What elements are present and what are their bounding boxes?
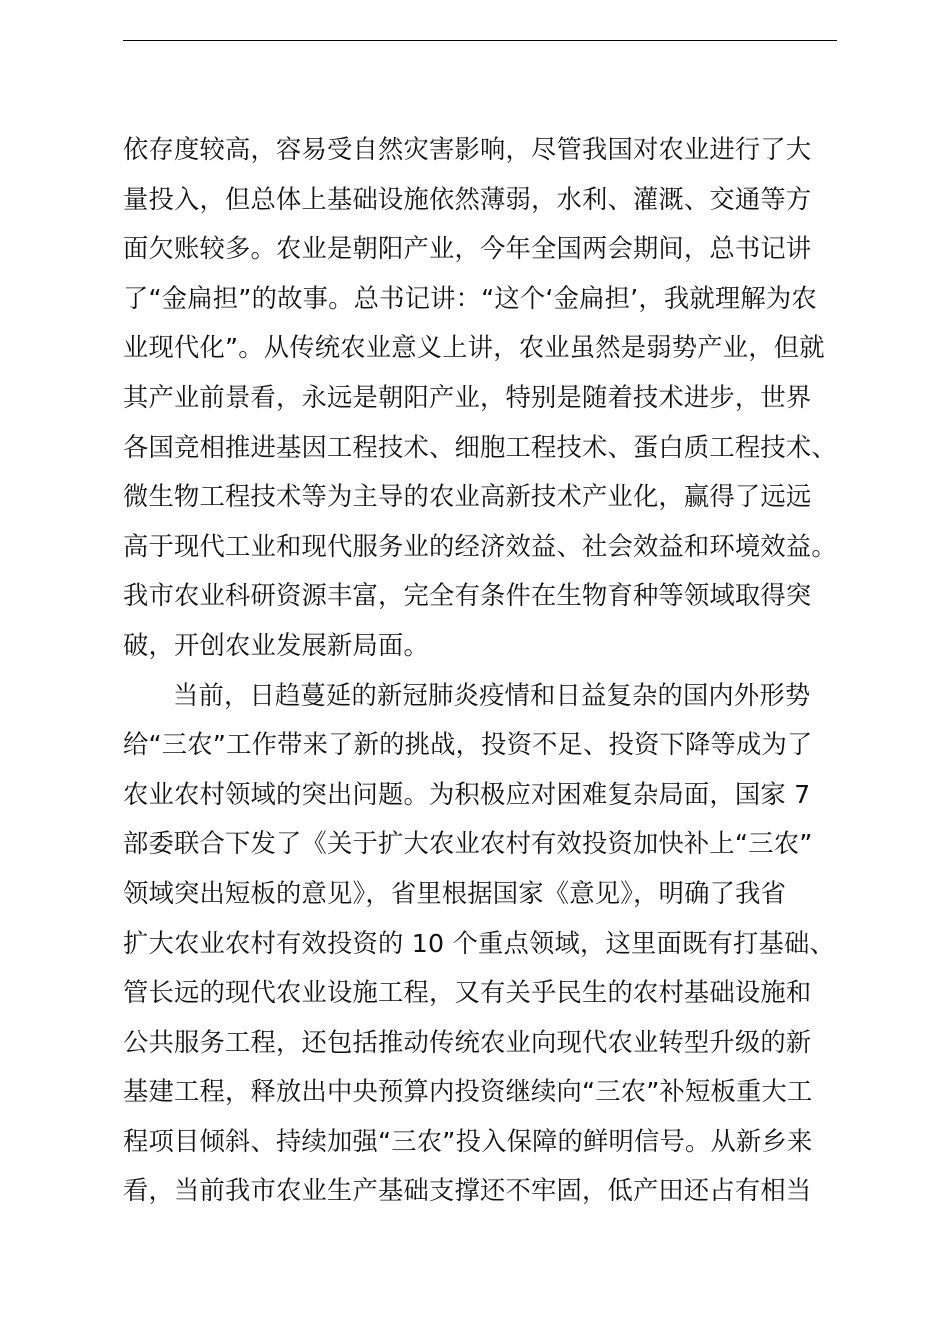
text-line: 农业农村领域的突出问题。为积极应对困难复杂局面，国家 7 [123, 779, 811, 809]
body-text [123, 125, 843, 1216]
text-line: 扩大农业农村有效投资的 10 个重点领域，这里面既有打基础、 [123, 928, 835, 958]
text-line: 给“三农”工作带来了新的挑战，投资不足、投资下降等成为了 [123, 730, 813, 760]
text-line: 程项目倾斜、持续加强“三农”投入保障的鲜明信号。从新乡来 [123, 1126, 813, 1156]
text-line: 了“金扁担”的故事。总书记讲：“这个‘金扁担’，我就理解为农 [123, 283, 817, 313]
text-line: 其产业前景看，永远是朝阳产业，特别是随着技术进步，世界 [123, 382, 812, 412]
text-line: 业现代化”。从传统农业意义上讲，农业虽然是弱势产业，但就 [123, 333, 825, 363]
text-line: 看，当前我市农业生产基础支撑还不牢固，低产田还占有相当 [123, 1176, 812, 1206]
text-line: 微生物工程技术等为主导的农业高新技术产业化，赢得了远远 [123, 482, 812, 512]
text-line: 破，开创农业发展新局面。 [123, 630, 429, 660]
text-line: 公共服务工程，还包括推动传统农业向现代农业转型升级的新 [123, 1027, 812, 1057]
text-line: 我市农业科研资源丰富，完全有条件在生物育种等领域取得突 [123, 581, 812, 611]
text-line: 领域突出短板的意见》，省里根据国家《意见》，明确了我省 [123, 878, 787, 908]
text-line: 基建工程，释放出中央预算内投资继续向“三农”补短板重大工 [123, 1077, 813, 1107]
text-line: 部委联合下发了《关于扩大农业农村有效投资加快补上“三农” [123, 829, 813, 859]
text-line: 高于现代工业和现代服务业的经济效益、社会效益和环境效益。 [123, 531, 837, 561]
text-line: 量投入，但总体上基础设施依然薄弱，水利、灌溉、交通等方 [123, 184, 812, 214]
paragraph-start-line: 当前，日趋蔓延的新冠肺炎疫情和日益复杂的国内外形势 [173, 680, 811, 710]
text-line: 依存度较高，容易受自然灾害影响，尽管我国对农业进行了大 [123, 135, 812, 164]
text-line: 管长远的现代农业设施工程，又有关乎民生的农村基础设施和 [123, 978, 812, 1008]
header-rule [123, 40, 837, 41]
text-line: 各国竞相推进基因工程技术、细胞工程技术、蛋白质工程技术、 [123, 432, 837, 462]
text-line: 面欠账较多。农业是朝阳产业，今年全国两会期间，总书记讲 [123, 234, 812, 264]
